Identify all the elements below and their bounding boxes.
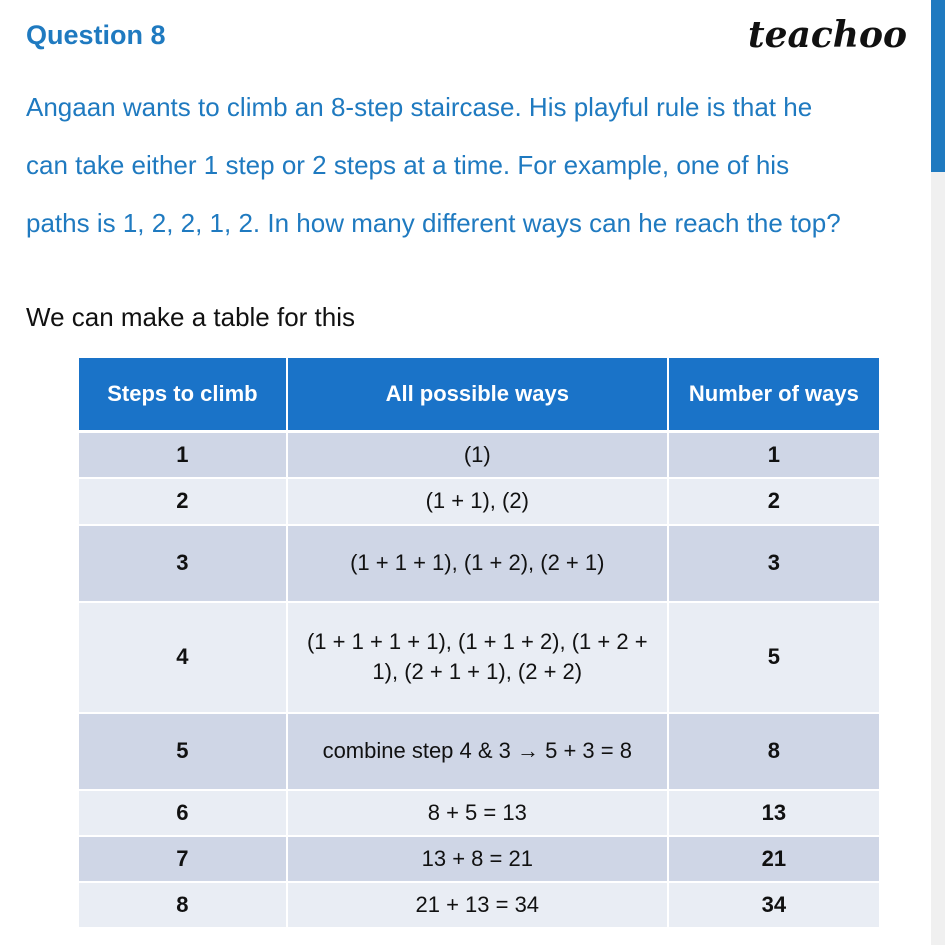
steps-cell: 5 [79, 713, 287, 790]
question-title: Question 8 [26, 20, 166, 50]
count-cell: 34 [668, 882, 880, 928]
question-line: Angaan wants to climb an 8-step staircase. His playful rule is that he [26, 92, 813, 122]
table-row [79, 432, 880, 478]
ways-cell: (1 + 1 + 1), (1 + 2), (2 + 1) [287, 525, 668, 602]
steps-cell: 3 [79, 525, 287, 602]
steps-cell: 2 [79, 478, 287, 525]
table-row [79, 790, 880, 836]
table-row [79, 713, 880, 790]
count-cell: 3 [668, 525, 880, 602]
header-number-of-ways: Number of ways [668, 358, 880, 432]
scrollbar[interactable] [931, 0, 945, 945]
table-row [79, 602, 880, 713]
ways-cell: 13 + 8 = 21 [287, 836, 668, 882]
steps-cell: 4 [79, 602, 287, 713]
scrollbar-thumb[interactable] [931, 0, 945, 172]
count-cell: 2 [668, 478, 880, 525]
steps-table [79, 358, 881, 929]
steps-cell: 8 [79, 882, 287, 928]
ways-cell: 21 + 13 = 34 [287, 882, 668, 928]
question-line: can take either 1 step or 2 steps at a time. For example, one of his [26, 150, 790, 180]
teachoo-logo: teachoo [748, 14, 907, 56]
steps-cell: 7 [79, 836, 287, 882]
ways-line: 1), (2 + 1 + 1), (2 + 2) [372, 659, 583, 684]
ways-line: (1 + 1 + 1 + 1), (1 + 1 + 2), (1 + 2 + [306, 629, 648, 654]
ways-cell: 8 + 5 = 13 [287, 790, 668, 836]
count-cell: 13 [668, 790, 880, 836]
ways-cell [287, 602, 668, 713]
ways-cell: (1) [287, 432, 668, 478]
count-cell: 1 [668, 432, 880, 478]
table-row [79, 478, 880, 525]
table-row [79, 836, 880, 882]
count-cell: 8 [668, 713, 880, 790]
steps-cell: 6 [79, 790, 287, 836]
table-header-row [79, 358, 880, 432]
header-steps-to-climb: Steps to climb [79, 358, 287, 432]
table-row [79, 882, 880, 928]
table-row [79, 525, 880, 602]
header-all-possible-ways: All possible ways [287, 358, 668, 432]
count-cell: 21 [668, 836, 880, 882]
count-cell: 5 [668, 602, 880, 713]
intro-text: We can make a table for this [26, 302, 356, 332]
ways-cell: (1 + 1), (2) [287, 478, 668, 525]
question-line: paths is 1, 2, 2, 1, 2. In how many different ways can he reach the top? [26, 208, 841, 238]
question-text [26, 78, 931, 252]
steps-cell: 1 [79, 432, 287, 478]
ways-cell: combine step 4 & 3 → 5 + 3 = 8 [287, 713, 668, 790]
